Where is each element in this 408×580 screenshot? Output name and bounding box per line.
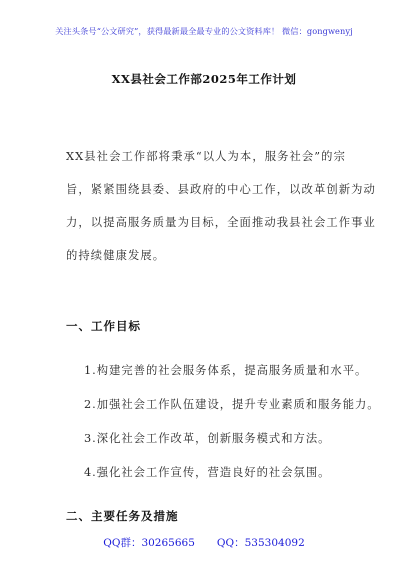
intro-line: 的持续健康发展。: [66, 249, 166, 262]
section-heading-goals: 一、工作目标: [66, 319, 141, 333]
goal-item: 3.深化社会工作改革，创新服务模式和方法。: [84, 432, 331, 445]
footer-contact: [0, 535, 408, 550]
header-promo-note: 关注头条号“公文研究”，获得最新最全最专业的公文资料库！ 微信：gongwenyj: [55, 26, 353, 36]
intro-line: XX县社会工作部将秉承“以人为本，服务社会”的宗: [66, 150, 346, 163]
goal-item: 2.加强社会工作队伍建设，提升专业素质和服务能力。: [84, 398, 380, 411]
qq-group-number: QQ群：30265665: [103, 537, 195, 549]
intro-line: 旨，紧紧围绕县委、县政府的中心工作，以改革创新为动: [66, 183, 376, 196]
intro-paragraph: [66, 140, 376, 272]
qq-number: QQ：535304092: [216, 537, 305, 549]
document-title: XX县社会工作部2025年工作计划: [111, 72, 297, 86]
section-heading-tasks: 二、主要任务及措施: [66, 509, 179, 523]
goal-item: 4.强化社会工作宣传，营造良好的社会氛围。: [84, 466, 331, 479]
goal-item: 1.构建完善的社会服务体系，提高服务质量和水平。: [84, 364, 368, 377]
intro-line: 力，以提高服务质量为目标，全面推动我县社会工作事业: [66, 216, 376, 229]
